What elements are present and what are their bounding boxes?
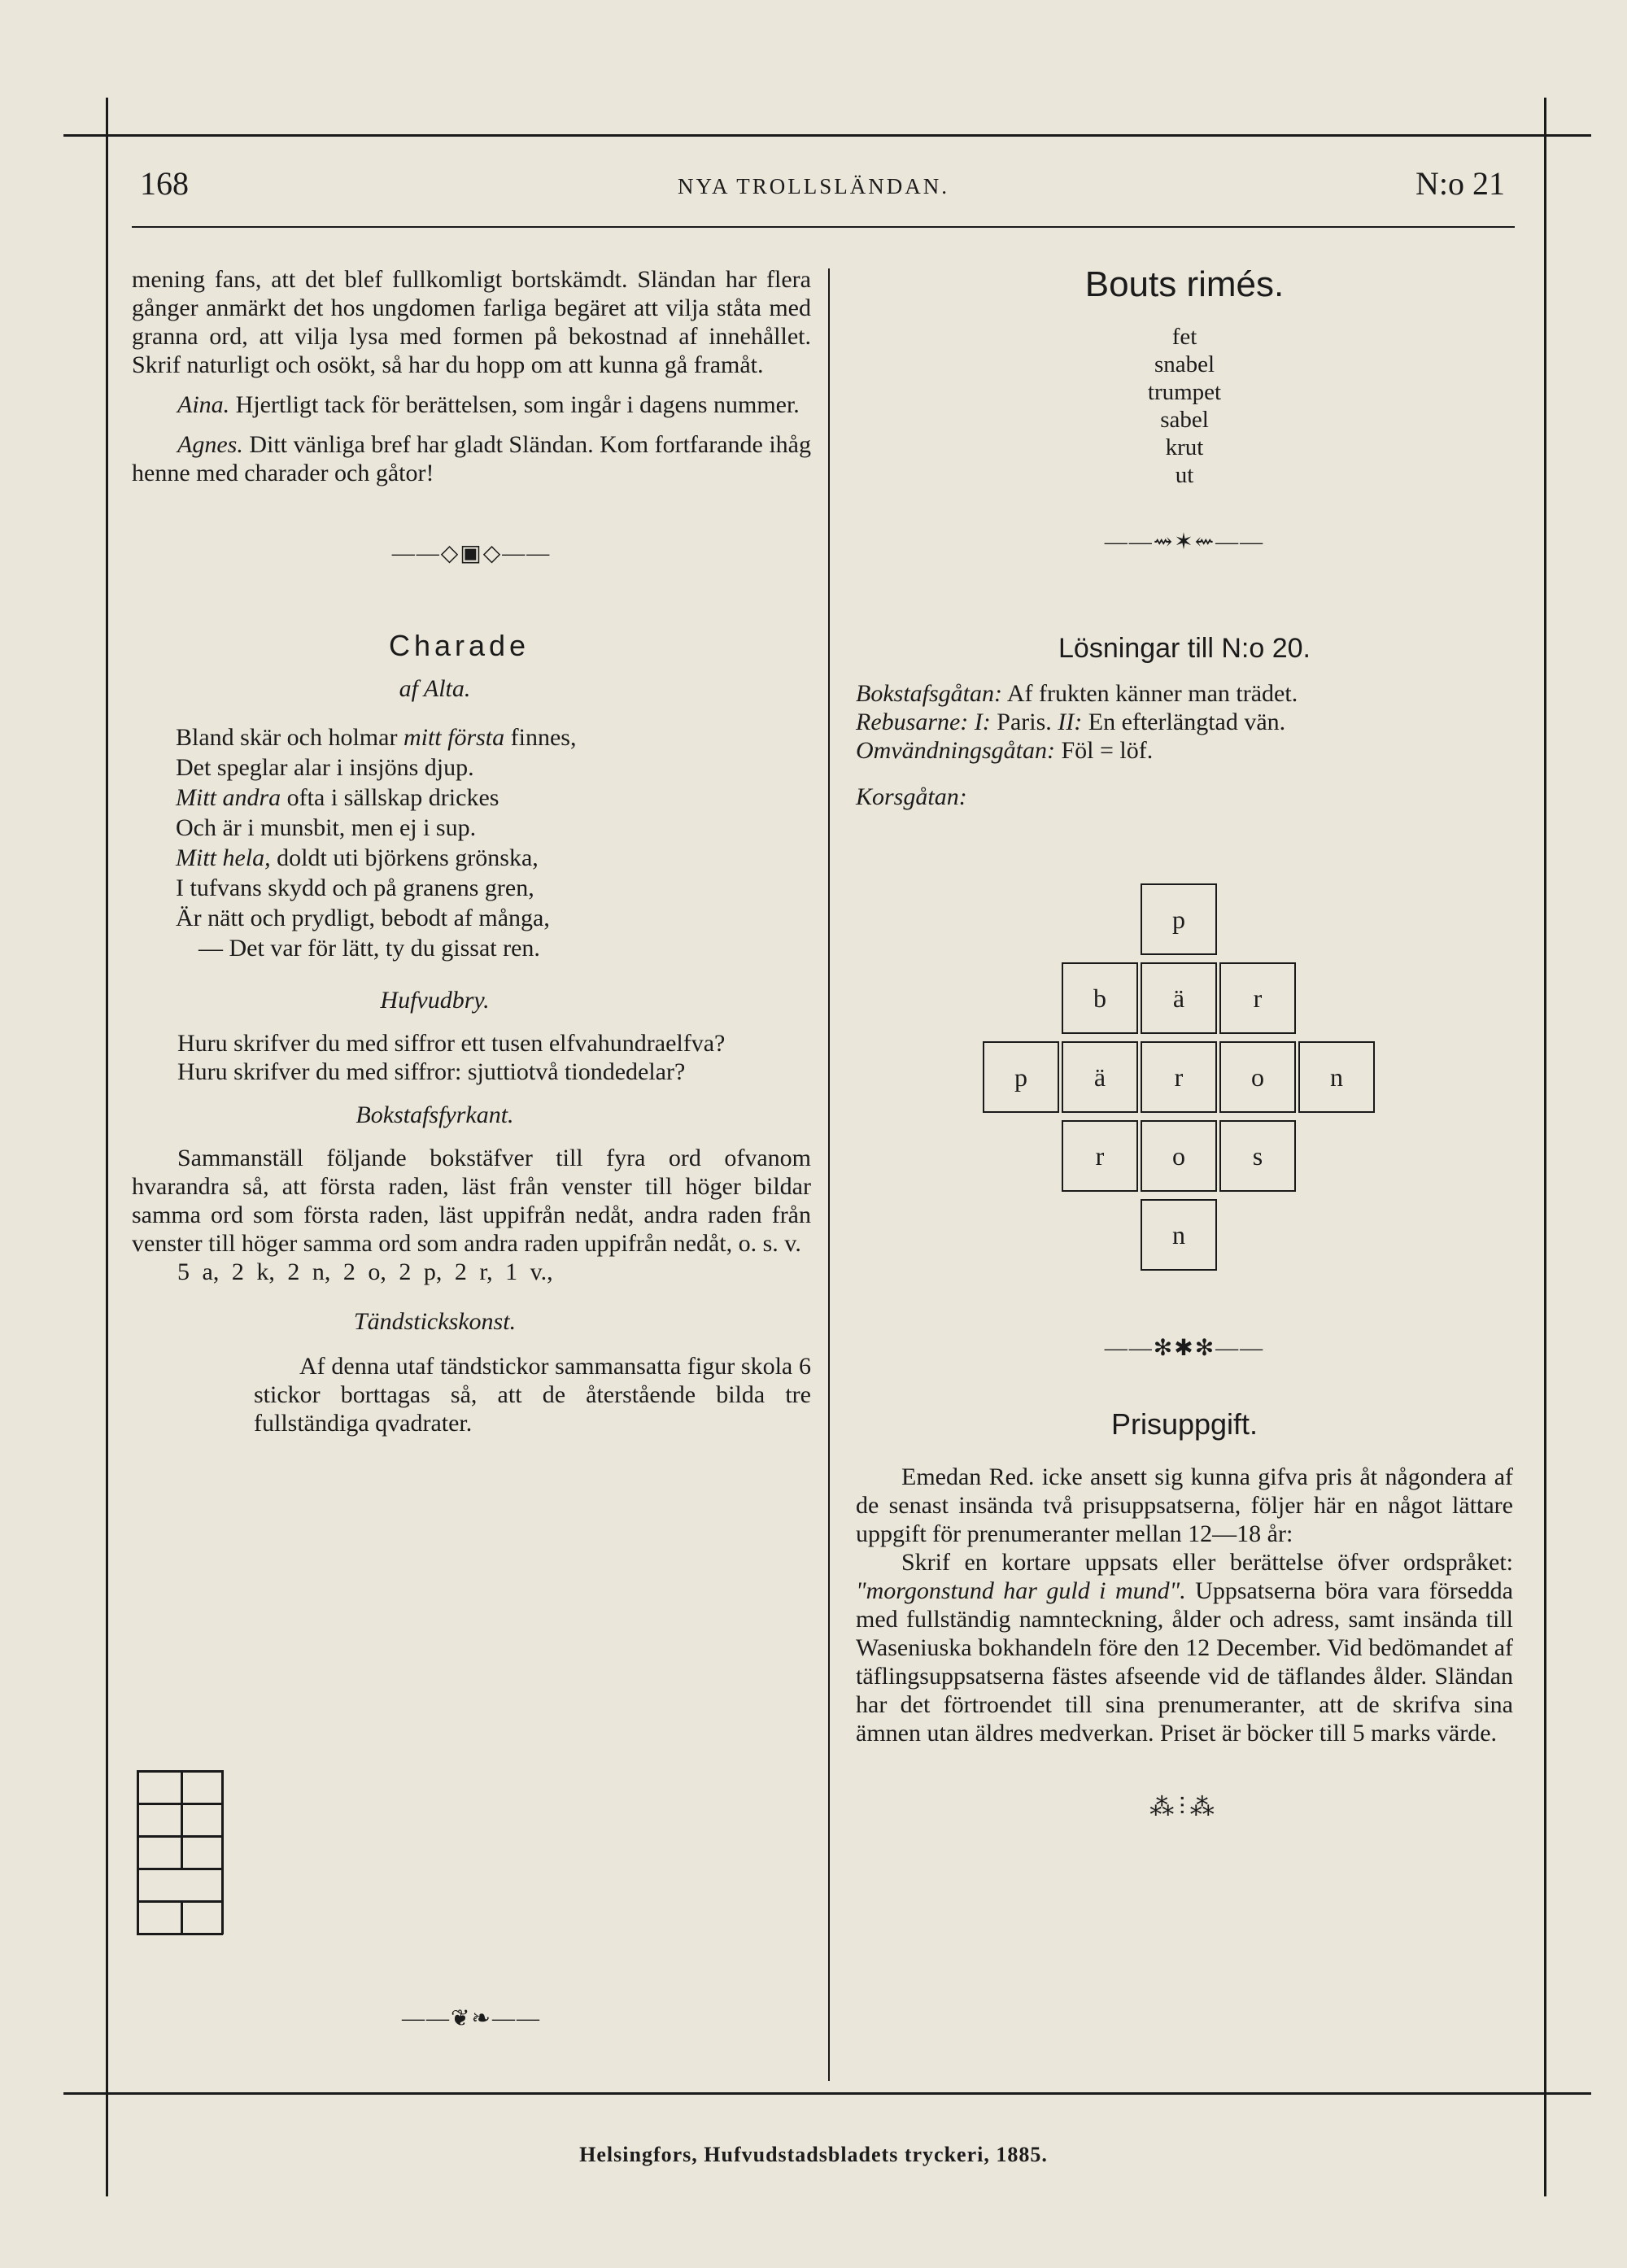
poem-line: Mitt andra ofta i sällskap drickes [176,784,499,811]
grid-cell: o [1219,1041,1296,1113]
solution-omvandningsgatan: Omvändningsgåtan: Föl = löf. [856,737,1154,764]
rhyme-word: trumpet [1147,379,1222,405]
poem-line: Bland skär och holmar mitt första finnes, [176,724,577,751]
bokstafsfyrkant-text: Sammanställ följande bokstäfver till fyra ord ofvanom hvarandra så, att första raden, läst från venster till höger bildar samma ord som första raden, läst uppifrån nedåt, andra raden från venster till höger samma ord som andra raden uppifrån nedåt, o. s. v. [132,1145,811,1257]
prisuppgift-paragraph-1: Emedan Red. icke ansett sig kunna gifva pris åt någondera af de senast insända två prisuppsatserna, följer här en något lättare uppgift för prenumeranter mellan 12—18 år: [856,1463,1513,1547]
grid-cell: p [1141,883,1217,955]
issue-number: N:o 21 [1415,165,1505,202]
top-rule [63,134,1591,137]
grid-cell: s [1219,1120,1296,1192]
grid-cell: n [1141,1199,1217,1271]
poem-line: I tufvans skydd och på granens gren, [176,874,534,901]
prisuppgift-paragraph-2: Skrif en kortare uppsats eller berättelse öfver ordspråket: "morgonstund har guld i mund". Uppsatserna böra vara försedda med fullständig namnteckning, ålder och adress, samt insända till Waseniuska bokhandeln före den 12 December. Vid bedömandet af täflingsuppsatserna fästes afseende vid de täflandes ålder. Sländan har det förtroendet till sina prenumeranter, att de skrifva sina ämnen utan äldres medverkan. Priset är böcker till 5 marks värde. [856,1549,1513,1747]
bouts-rimes-words [856,323,1513,489]
aina-name: Aina. [177,391,230,418]
rhyme-word: sabel [1160,407,1209,433]
aina-text: Hjertligt tack för berättelsen, som ingår i dagens nummer. [235,391,800,418]
rhyme-word: krut [1165,434,1204,460]
rhyme-word: fet [1171,324,1197,350]
ornament-divider: ——◇▣◇—— [391,541,552,566]
tandstickskonst-title: Tändstickskonst. [353,1308,517,1335]
agnes-name: Agnes. [177,431,243,458]
grid-cell: r [1219,962,1296,1034]
poem-line: Det speglar alar i insjöns djup. [176,754,474,781]
cross-puzzle-grid [983,883,1389,1274]
grid-cell: b [1062,962,1138,1034]
right-column-lower [856,1334,1513,1821]
solution-bokstafsgatan: Bokstafsgåtan: Af frukten känner man trädet. [856,680,1298,707]
bokstafsfyrkant-title: Bokstafsfyrkant. [355,1101,514,1128]
rhyme-word: ut [1175,462,1194,488]
ornament-divider: ——⇝✶⇜—— [1104,530,1265,555]
grid-cell: ä [1062,1041,1138,1113]
grid-cell: r [1141,1041,1217,1113]
charade-poem [176,722,811,963]
charade-title: Charade [388,629,530,662]
hufvudbry-title: Hufvudbry. [380,987,490,1014]
ornament-divider: ⁂⫶⁂ [1149,1794,1219,1821]
hufvudbry-question-2: Huru skrifver du med siffror: sjuttiotvå tiondedelar? [177,1058,686,1085]
rhyme-word: snabel [1154,351,1215,377]
column-divider [828,268,830,2081]
solution-korsgatan-label: Korsgåtan: [856,783,967,810]
intro-paragraph: mening fans, att det blef fullkomligt bortskämdt. Sländan har flera gånger anmärkt det hos ungdomen farliga begäret att vilja ståta med granna ord, att vilja lysa med formen på bekostnad af innehållet. Skrif naturligt och osökt, så har du hopp om att kunna gå framåt. [132,266,811,378]
footer-rule [63,2092,1591,2095]
charade-author: af Alta. [399,675,471,702]
poem-line: Är nätt och prydligt, bebodt af många, [176,905,550,931]
agnes-reply [132,430,811,487]
aina-reply [132,390,811,419]
solution-rebusarne: Rebusarne: I: Paris. II: En efterlängtad vän. [856,709,1286,735]
grid-cell: r [1062,1120,1138,1192]
page-number: 168 [140,165,189,202]
right-margin-rule [1544,98,1546,2196]
printer-imprint: Helsingfors, Hufvudstadsbladets tryckeri, 1885. [579,2143,1048,2166]
poem-line: — Det var för lätt, ty du gissat ren. [198,935,540,962]
hufvudbry-question-1: Huru skrifver du med siffror ett tusen elfvahundraelfva? [177,1030,726,1057]
agnes-text: Ditt vänliga bref har gladt Sländan. Kom fortfarande ihåg henne med charader och gåtor! [132,431,811,486]
header-underline [132,226,1515,228]
poem-line: Och är i munsbit, men ej i sup. [176,814,477,841]
prisuppgift-title: Prisuppgift. [1110,1407,1258,1441]
journal-title: NYA TROLLSLÄNDAN. [677,174,949,198]
bouts-rimes-title: Bouts rimés. [1084,264,1285,304]
bokstafsfyrkant-letters: 5 a, 2 k, 2 n, 2 o, 2 p, 2 r, 1 v., [177,1258,553,1285]
poem-line: Mitt hela, doldt uti björkens grönska, [176,844,539,871]
grid-cell: o [1141,1120,1217,1192]
ornament-divider: ——✻✱✻—— [1104,1336,1265,1361]
tandstickskonst-text: Af denna utaf tändstickor sammansatta figur skola 6 stickor borttagas så, att de återstående bilda tre fullständiga qvadrater. [254,1353,811,1437]
grid-cell: p [983,1041,1059,1113]
right-column [856,265,1513,811]
left-margin-rule [106,98,108,2196]
losningar-title: Lösningar till N:o 20. [1058,633,1311,664]
left-column [132,265,811,1437]
grid-cell: n [1298,1041,1375,1113]
ornament-divider: ——❦❧—— [402,2006,541,2031]
grid-cell: ä [1141,962,1217,1034]
